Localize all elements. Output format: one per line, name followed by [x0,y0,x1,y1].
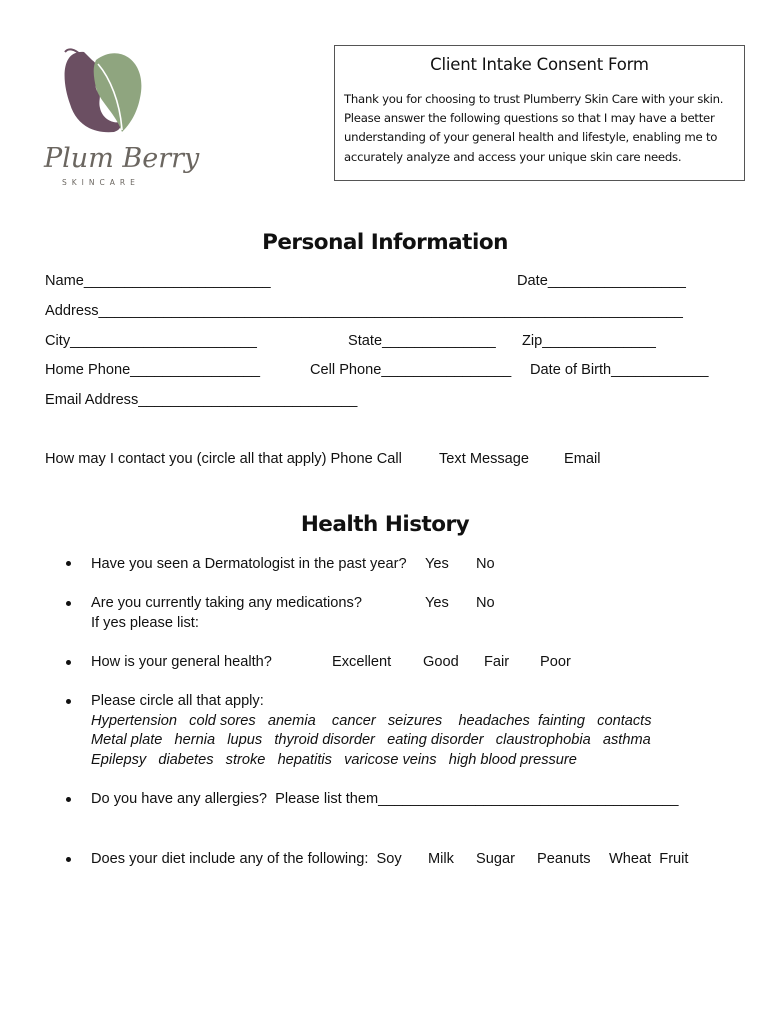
contact-email-option[interactable]: Email [564,451,601,467]
bullet-icon [66,699,71,704]
health-poor-option[interactable]: Poor [540,654,571,670]
dermatologist-yes-option[interactable]: Yes [425,556,449,572]
email-field[interactable]: Email Address___________________________ [45,392,358,408]
diet-question[interactable]: Does your diet include any of the following: Soy [91,851,402,867]
logo-script-text: Plum Berry [44,143,200,174]
plumberry-logo [40,42,200,192]
dermatologist-no-option[interactable]: No [476,556,495,572]
allergies-field[interactable]: Do you have any allergies? Please list them_____________________________________ [91,791,679,807]
health-fair-option[interactable]: Fair [484,654,510,670]
intro-text: Thank you for choosing to trust Plumberry Skin Care with your skin. Please answer the following questions so that I may have a better understanding of your general health and lifestyle, enabling me to accurately analyze and access your unique skin care needs. [344,92,724,164]
contact-question[interactable]: How may I contact you (circle all that apply) Phone Call [45,451,402,467]
diet-peanuts-option[interactable]: Peanuts [537,851,591,867]
city-field[interactable]: City_______________________ [45,333,257,349]
medications-no-option[interactable]: No [476,595,495,611]
medications-list-field[interactable]: If yes please list: [91,615,199,631]
diet-milk-option[interactable]: Milk [428,851,454,867]
bullet-icon [66,561,71,566]
state-field[interactable]: State______________ [348,333,496,349]
intro-box [334,45,745,181]
address-field[interactable]: Address________________________________________________________________________ [45,303,683,319]
form-title: Client Intake Consent Form [430,55,649,74]
health-excellent-option[interactable]: Excellent [332,654,392,670]
bullet-icon [66,857,71,862]
contact-text-message-option[interactable]: Text Message [439,451,530,467]
bullet-icon [66,660,71,665]
bullet-icon [66,601,71,606]
conditions-line-1[interactable]: Hypertension cold sores anemia cancer seizures headaches fainting contacts [91,713,652,729]
zip-field[interactable]: Zip______________ [522,333,656,349]
dermatologist-question: Have you seen a Dermatologist in the past year? [91,556,407,572]
name-field[interactable]: Name_______________________ [45,273,271,289]
cell-phone-field[interactable]: Cell Phone________________ [310,362,512,378]
home-phone-field[interactable]: Home Phone________________ [45,362,261,378]
dob-field[interactable]: Date of Birth____________ [530,362,709,378]
health-good-option[interactable]: Good [423,654,459,670]
conditions-question: Please circle all that apply: [91,693,264,709]
bullet-icon [66,797,71,802]
personal-info-heading: Personal Information [262,230,508,255]
medications-question: Are you currently taking any medications? [91,595,362,611]
date-field[interactable]: Date_________________ [517,273,686,289]
diet-sugar-option[interactable]: Sugar [476,851,515,867]
logo-sub-text: SKINCARE [62,178,140,187]
health-history-heading: Health History [300,512,470,537]
plum-leaf-face-icon [40,42,200,192]
conditions-line-3[interactable]: Epilepsy diabetes stroke hepatitis varicose veins high blood pressure [91,752,577,768]
general-health-question: How is your general health? [91,654,272,670]
conditions-line-2[interactable]: Metal plate hernia lupus thyroid disorder eating disorder claustrophobia asthma [91,732,651,748]
medications-yes-option[interactable]: Yes [425,595,449,611]
diet-wheat-fruit-option[interactable]: Wheat Fruit [609,851,689,867]
